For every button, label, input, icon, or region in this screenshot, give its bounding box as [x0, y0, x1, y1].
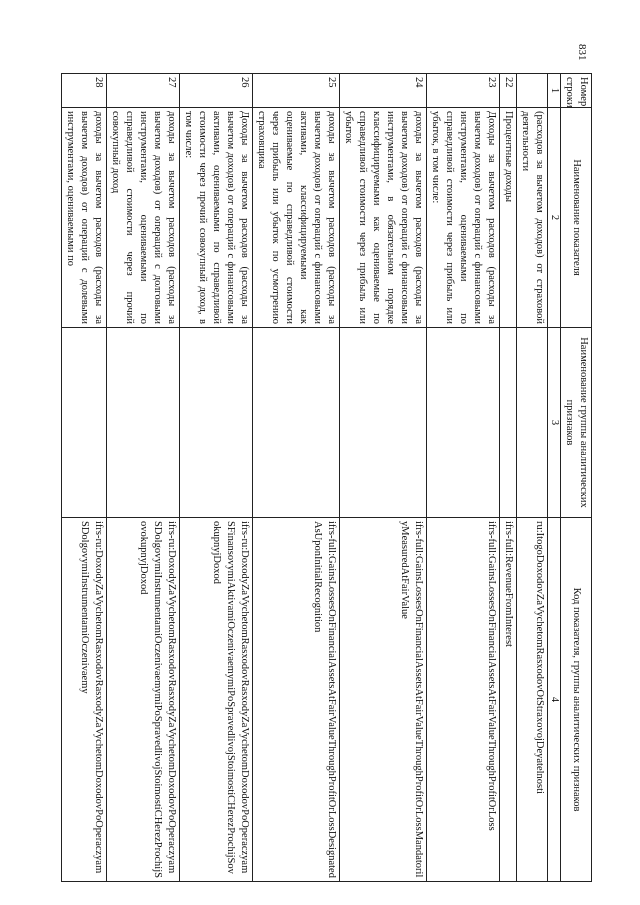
table-row: [517, 74, 548, 882]
table-row: [500, 74, 517, 882]
column-number: 4: [548, 518, 561, 882]
indicator-name: (расходов за вычетом доходов) от страховой деятельности: [517, 108, 548, 328]
indicator-code: ifrs-full:GainsLossesOnFinancialAssetsAtFairValueThroughProfitOrLossMandatorilyMeasuredAtFairValue: [340, 518, 427, 882]
group-name: [427, 328, 500, 518]
row-number: 26: [180, 74, 253, 108]
group-name: [62, 328, 107, 518]
indicator-name: Доходы за вычетом расходов (расходы за вычетом доходов) от операций с финансовыми инструментами, оцениваемыми по справедливой стоимости через прибыль или убыток, в том числе:: [427, 108, 500, 328]
row-number: [517, 74, 548, 108]
indicator-name: доходы за вычетом расходов (расходы за вычетом доходов) от операций с долговыми инструментами, оцениваемыми по справедливой стоимости через прочий совокупный доход: [107, 108, 180, 328]
header-indicator-code: Код показателя, группы аналитических признаков: [561, 518, 592, 882]
indicator-name: доходы за вычетом расходов (расходы за вычетом доходов) от операций с финансовыми активами, классифицируемыми как оцениваемые по справедливой стоимости через прибыль или убыток по усмотрению страховщика: [253, 108, 340, 328]
indicator-code: ifrs-full:RevenueFromInterest: [500, 518, 517, 882]
row-number: 24: [340, 74, 427, 108]
table-row: [340, 74, 427, 882]
row-number: 23: [427, 74, 500, 108]
column-number: 1: [548, 74, 561, 108]
group-name: [500, 328, 517, 518]
indicator-name: Процентные доходы: [500, 108, 517, 328]
column-number: 2: [548, 108, 561, 328]
indicator-table: [61, 73, 592, 882]
group-name: [340, 328, 427, 518]
row-number: 25: [253, 74, 340, 108]
indicator-code: ifrs-ru:DoxodyZaVychetomRasxodovRasxodyZaVychetomDoxodovPoOperaczyamSDolgovymiInstrumentamiOczenivaemy: [62, 518, 107, 882]
page-number: 831: [576, 44, 588, 61]
indicator-code: ifrs-full:GainsLossesOnFinancialAssetsAtFairValueThroughProfitOrLoss: [427, 518, 500, 882]
row-number: 27: [107, 74, 180, 108]
header-row: [561, 74, 592, 882]
group-name: [107, 328, 180, 518]
group-name: [253, 328, 340, 518]
group-name: [180, 328, 253, 518]
column-number-row: [548, 74, 561, 882]
header-group-name: Наименование группы аналитических признаков: [561, 328, 592, 518]
indicator-code: ru:ItogoDoxodovZaVychetomRasxodovOtStraxovojDeyatelnosti: [517, 518, 548, 882]
column-number: 3: [548, 328, 561, 518]
indicator-name: доходы за вычетом расходов (расходы за вычетом доходов) от операций с долевыми инструментами, оцениваемыми по: [62, 108, 107, 328]
indicator-code: ifrs-ru:DoxodyZaVychetomRasxodovRasxodyZaVychetomDoxodovPoOperaczyamSFinansovymiAktivamiOczenivaemymiPoSpravedlivojStoimostiCHerezProchijSovokupnyjDoxod: [180, 518, 253, 882]
indicator-code: ifrs-ru:DoxodyZaVychetomRasxodovRasxodyZaVychetomDoxodovPoOperaczyamSDolgovymiInstrumentamiOczenivaemymiPoSpravedlivojStoimostiCHerezProchijSovokupnyjDoxod: [107, 518, 180, 882]
header-indicator-name: Наименование показателя: [561, 108, 592, 328]
row-number: 28: [62, 74, 107, 108]
header-row-number: Номер строки: [561, 74, 592, 108]
indicator-name: Доходы за вычетом расходов (расходы за вычетом доходов) от операций с финансовыми активами, оцениваемыми по справедливой стоимости через прочий совокупный доход, в том числе:: [180, 108, 253, 328]
table-row: [107, 74, 180, 882]
table-row: [62, 74, 107, 882]
row-number: 22: [500, 74, 517, 108]
group-name: [517, 328, 548, 518]
table-row: [180, 74, 253, 882]
indicator-name: доходы за вычетом расходов (расходы за вычетом доходов) от операций с финансовыми инструментами, в обязательном порядке классифицируемыми как оцениваемые по справедливой стоимости через прибыль или убыток: [340, 108, 427, 328]
rotated-table-container: [65, 73, 592, 881]
table-row: [427, 74, 500, 882]
indicator-code: ifrs-full:GainsLossesOnFinancialAssetsAtFairValueThroughProfitOrLossDesignatedAsUponInitialRecognition: [253, 518, 340, 882]
table-row: [253, 74, 340, 882]
